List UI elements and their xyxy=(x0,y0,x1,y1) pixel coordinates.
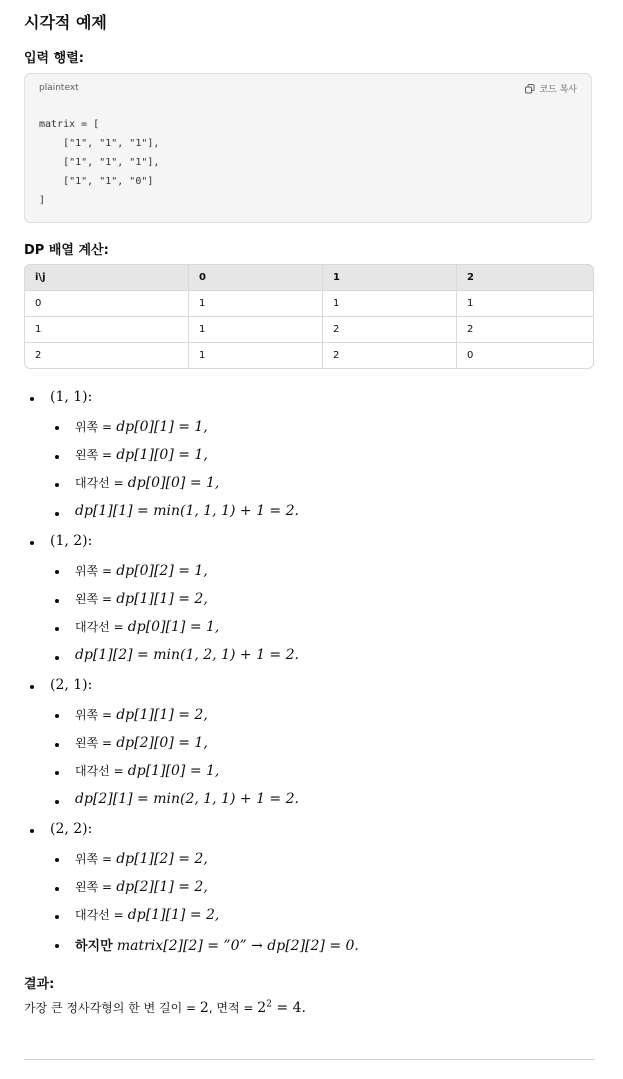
up-label: 위쪽 = xyxy=(75,852,113,866)
diag-expression: dp[1][1] = 2, xyxy=(127,907,220,923)
copy-icon xyxy=(525,84,535,94)
sub-bullet xyxy=(55,714,59,718)
input-heading: 입력 행렬: xyxy=(24,51,84,66)
result-expression: dp[2][1] = min(2, 1, 1) + 1 = 2. xyxy=(75,791,299,807)
sub-bullet xyxy=(55,771,59,775)
left-expression: dp[1][1] = 2, xyxy=(116,591,208,607)
bullet xyxy=(30,397,34,401)
left-label: 왼쪽 = xyxy=(75,880,113,894)
section-title: 시각적 예제 xyxy=(24,13,107,32)
sub-bullet xyxy=(55,656,59,660)
sub-bullet xyxy=(55,483,59,487)
cell-coordinate: (1, 2): xyxy=(50,533,93,549)
dp-table-cell: 1 xyxy=(189,291,323,317)
dp-table-row xyxy=(25,343,593,368)
diag-label: 대각선 = xyxy=(75,476,124,490)
up-expression: dp[0][1] = 1, xyxy=(116,419,208,435)
dp-table-cell: 1 xyxy=(25,317,189,343)
diag-label: 대각선 = xyxy=(75,620,124,634)
copy-code-label: 코드 복사 xyxy=(539,85,577,95)
up-item xyxy=(75,562,208,579)
up-label: 위쪽 = xyxy=(75,420,113,434)
result-area-exponent: 2 xyxy=(266,999,272,1010)
cell-coordinate: (1, 1): xyxy=(50,389,93,405)
dp-table-row xyxy=(25,317,593,343)
bullet xyxy=(30,685,34,689)
result-text: 가장 큰 정사각형의 한 변 길이 = xyxy=(24,1001,200,1015)
diag-label: 대각선 = xyxy=(75,764,124,778)
up-item xyxy=(75,418,208,435)
dp-table-cell: 1 xyxy=(189,343,323,368)
left-item xyxy=(75,734,208,751)
copy-code-button[interactable] xyxy=(525,82,577,95)
up-item xyxy=(75,850,208,867)
dp-table-cell: 0 xyxy=(25,291,189,317)
up-label: 위쪽 = xyxy=(75,564,113,578)
diag-item xyxy=(75,906,219,923)
result-area-label: , 면적 = xyxy=(208,1001,258,1015)
diag-expression: dp[0][0] = 1, xyxy=(127,475,220,491)
up-item xyxy=(75,706,208,723)
sub-bullet xyxy=(55,455,59,459)
left-item xyxy=(75,590,208,607)
result-expression: dp[1][1] = min(1, 1, 1) + 1 = 2. xyxy=(75,503,299,519)
sub-bullet xyxy=(55,426,59,430)
sub-bullet xyxy=(55,599,59,603)
dp-table-cell: 1 xyxy=(457,291,593,317)
up-expression: dp[0][2] = 1, xyxy=(116,563,208,579)
dp-table xyxy=(24,264,594,369)
left-label: 왼쪽 = xyxy=(75,448,113,462)
sub-bullet xyxy=(55,512,59,516)
dp-table-header: 0 xyxy=(189,265,323,291)
dp-table-header: 2 xyxy=(457,265,593,291)
result-side: 2 xyxy=(199,1000,209,1016)
result-summary xyxy=(24,999,306,1016)
dp-table-header: 1 xyxy=(323,265,457,291)
left-label: 왼쪽 = xyxy=(75,736,113,750)
code-content: matrix = [ ["1", "1", "1"], ["1", "1", "1"], ["1", "1", "0"] ] xyxy=(39,119,160,206)
result-expression: dp[1][2] = min(1, 2, 1) + 1 = 2. xyxy=(75,647,299,663)
dp-table-cell: 2 xyxy=(457,317,593,343)
diag-expression: dp[0][1] = 1, xyxy=(127,619,220,635)
code-language: plaintext xyxy=(39,83,79,93)
diag-label: 대각선 = xyxy=(75,908,124,922)
dp-table-cell: 2 xyxy=(323,317,457,343)
result-area-base: 2 xyxy=(257,1000,267,1016)
result-area-value: = 4. xyxy=(271,1000,306,1016)
however-label: 하지만 xyxy=(75,939,113,954)
code-block xyxy=(24,73,592,223)
cell-coordinate: (2, 1): xyxy=(50,677,93,693)
result-expression: matrix[2][2] = ”0” → dp[2][2] = 0. xyxy=(116,938,359,954)
diag-item xyxy=(75,762,219,779)
sub-bullet xyxy=(55,887,59,891)
left-expression: dp[1][0] = 1, xyxy=(116,447,208,463)
sub-bullet xyxy=(55,627,59,631)
dp-table-cell: 1 xyxy=(189,317,323,343)
dp-table-cell: 2 xyxy=(25,343,189,368)
sub-bullet xyxy=(55,743,59,747)
diag-item xyxy=(75,618,219,635)
sub-bullet xyxy=(55,915,59,919)
sub-bullet xyxy=(55,858,59,862)
up-expression: dp[1][2] = 2, xyxy=(116,851,208,867)
left-item xyxy=(75,878,208,895)
sub-bullet xyxy=(55,570,59,574)
dp-table-row xyxy=(25,291,593,317)
left-item xyxy=(75,446,208,463)
dp-table-cell: 2 xyxy=(323,343,457,368)
cell-coordinate: (2, 2): xyxy=(50,821,93,837)
dp-table-header: i\j xyxy=(25,265,189,291)
diag-item xyxy=(75,474,219,491)
diag-expression: dp[1][0] = 1, xyxy=(127,763,220,779)
left-expression: dp[2][0] = 1, xyxy=(116,735,208,751)
bullet xyxy=(30,829,34,833)
however-item xyxy=(75,935,359,954)
left-label: 왼쪽 = xyxy=(75,592,113,606)
divider xyxy=(24,1059,594,1060)
result-heading: 결과: xyxy=(24,977,55,992)
dp-table-header-row xyxy=(25,265,593,291)
up-expression: dp[1][1] = 2, xyxy=(116,707,208,723)
sub-bullet xyxy=(55,944,59,948)
bullet xyxy=(30,541,34,545)
up-label: 위쪽 = xyxy=(75,708,113,722)
sub-bullet xyxy=(55,800,59,804)
dp-heading: DP 배열 계산: xyxy=(24,243,109,258)
left-expression: dp[2][1] = 2, xyxy=(116,879,208,895)
dp-table-cell: 1 xyxy=(323,291,457,317)
dp-table-cell: 0 xyxy=(467,350,474,361)
